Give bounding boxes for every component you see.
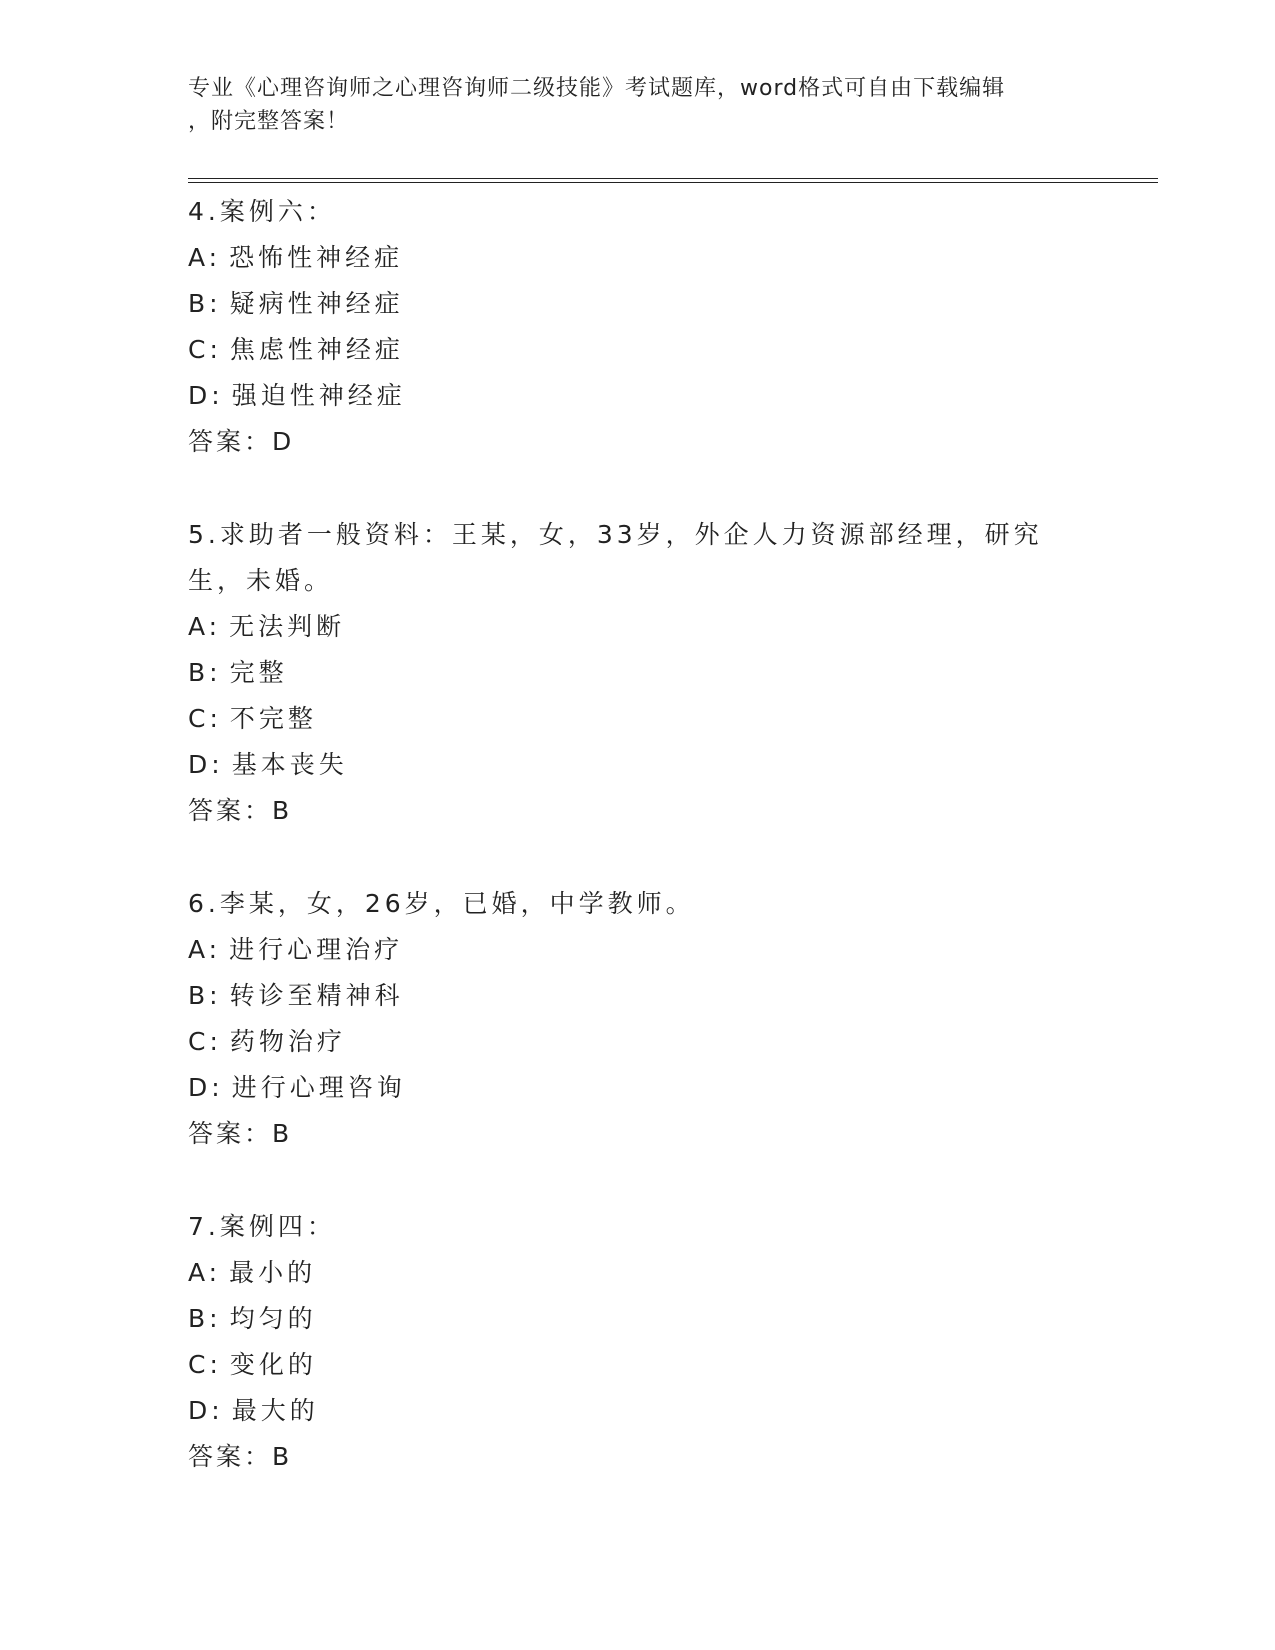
option-a — [188, 604, 1088, 650]
option-label: D: — [188, 750, 224, 779]
answer-line: 答案：B — [188, 1119, 293, 1148]
option-label: C: — [188, 335, 222, 364]
question-stem — [188, 881, 1088, 927]
option-label: A: — [188, 243, 222, 272]
question-7 — [188, 1204, 1088, 1480]
option-b — [188, 1296, 1088, 1342]
header-line-1: 专业《心理咨询师之心理咨询师二级技能》考试题库，word格式可自由下载编辑 — [188, 76, 1006, 101]
question-text: 案例四： — [219, 1212, 336, 1241]
option-label: C: — [188, 1350, 222, 1379]
option-c — [188, 1019, 1088, 1065]
option-text: 完整 — [229, 658, 288, 687]
question-number: 6. — [188, 889, 220, 918]
option-text: 基本丧失 — [231, 750, 348, 779]
option-label: B: — [188, 658, 222, 687]
option-d — [188, 1388, 1088, 1434]
header-line-2: ，附完整答案！ — [188, 109, 350, 134]
option-d — [188, 742, 1088, 788]
option-text: 疑病性神经症 — [229, 289, 404, 318]
option-c — [188, 696, 1088, 742]
answer-line: 答案：B — [188, 1442, 293, 1471]
option-a — [188, 1250, 1088, 1296]
option-text: 进行心理治疗 — [229, 935, 404, 964]
question-number: 4. — [188, 197, 220, 226]
option-a — [188, 235, 1088, 281]
option-text: 转诊至精神科 — [229, 981, 404, 1010]
option-text: 不完整 — [229, 704, 317, 733]
option-label: A: — [188, 612, 222, 641]
question-5 — [188, 512, 1088, 834]
option-label: C: — [188, 1027, 222, 1056]
option-text: 焦虑性神经症 — [229, 335, 404, 364]
answer-line: 答案：B — [188, 796, 293, 825]
question-stem — [188, 1204, 1088, 1250]
option-text: 变化的 — [229, 1350, 317, 1379]
option-label: D: — [188, 1396, 224, 1425]
header-divider-bottom — [188, 182, 1158, 183]
option-text: 最大的 — [231, 1396, 319, 1425]
option-d — [188, 1065, 1088, 1111]
question-4 — [188, 189, 1088, 465]
option-label: B: — [188, 981, 222, 1010]
option-text: 无法判断 — [229, 612, 346, 641]
question-text: 李某，女，26岁，已婚，中学教师。 — [219, 889, 695, 918]
option-label: B: — [188, 1304, 222, 1333]
option-b — [188, 281, 1088, 327]
option-text: 药物治疗 — [229, 1027, 346, 1056]
option-text: 最小的 — [229, 1258, 317, 1287]
question-number: 7. — [188, 1212, 220, 1241]
option-a — [188, 927, 1088, 973]
option-text: 均匀的 — [229, 1304, 317, 1333]
question-text: 案例六： — [219, 197, 336, 226]
option-text: 进行心理咨询 — [231, 1073, 406, 1102]
question-list — [188, 189, 1088, 1527]
question-6 — [188, 881, 1088, 1157]
answer-line: 答案：D — [188, 427, 295, 456]
option-label: D: — [188, 381, 224, 410]
option-d — [188, 373, 1088, 419]
option-label: A: — [188, 1258, 222, 1287]
question-text: 求助者一般资料：王某，女，33岁，外企人力资源部经理，研究生，未婚。 — [188, 520, 1043, 595]
option-label: D: — [188, 1073, 224, 1102]
header-divider-top — [188, 178, 1158, 179]
option-b — [188, 973, 1088, 1019]
option-label: B: — [188, 289, 222, 318]
question-number: 5. — [188, 520, 220, 549]
option-text: 强迫性神经症 — [231, 381, 406, 410]
option-text: 恐怖性神经症 — [229, 243, 404, 272]
question-stem — [188, 189, 1088, 235]
option-c — [188, 327, 1088, 373]
option-c — [188, 1342, 1088, 1388]
option-label: C: — [188, 704, 222, 733]
question-stem — [188, 512, 1088, 604]
option-b — [188, 650, 1088, 696]
option-label: A: — [188, 935, 222, 964]
document-header — [188, 72, 1088, 138]
